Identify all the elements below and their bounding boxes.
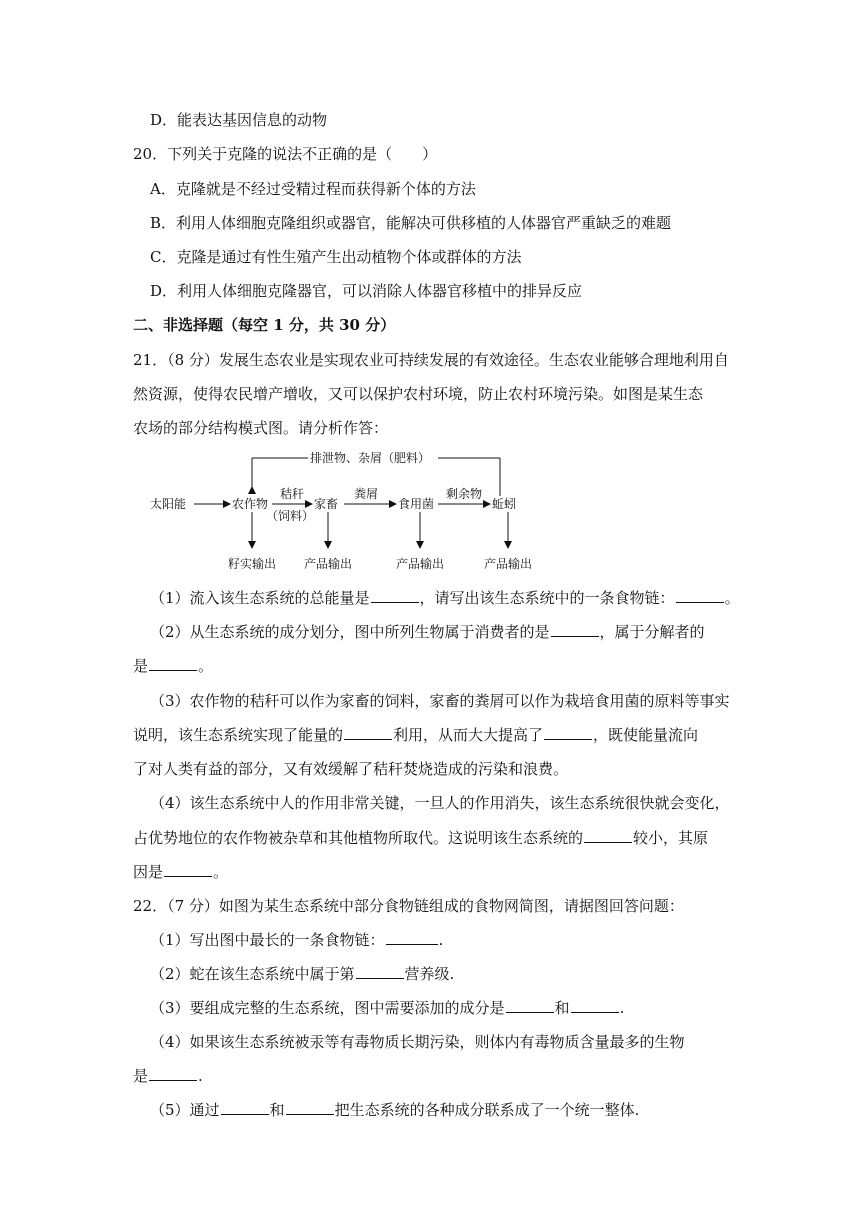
q21-part3-line2: 说明，该生态系统实现了能量的 利用，从而大大提高了 ，既使能量流向 [133,726,699,744]
q21-part4-line2: 占优势地位的农作物被杂草和其他植物所取代。这说明该生态系统的 较小，其原 [133,829,709,847]
eco-farm-diagram [148,440,568,582]
q20-option-d: D．利用人体细胞克隆器官，可以消除人体器官移植中的排异反应 [150,282,583,300]
output-product-fungus: 产品输出 [396,557,445,571]
answer-blank[interactable] [371,588,419,603]
answer-blank[interactable] [571,998,619,1013]
label-straw: 秸秆 [280,487,305,501]
q22-part5: （5）通过 和 把生态系统的各种成分联系成了一个统一整体. [150,1101,640,1119]
answer-blank[interactable] [544,725,592,740]
q21-part2-line2: 是 。 [133,657,214,675]
answer-blank[interactable] [356,964,404,979]
answer-blank[interactable] [164,862,212,877]
q21-part4-line3: 因是 。 [133,863,229,881]
output-product-earthworm: 产品输出 [484,557,533,571]
node-earthworm: 蚯蚓 [492,497,517,511]
node-solar-energy: 太阳能 [150,497,187,511]
q22-part1: （1）写出图中最长的一条食物链： . [150,931,444,949]
q21-part2-line1: （2）从生态系统的成分划分，图中所列生物属于消费者的是 ，属于分解者的 [150,623,705,641]
answer-blank[interactable] [676,588,724,603]
fertilizer-label: 排泄物、杂屑（肥料） [310,451,431,465]
q22-part2: （2）蛇在该生态系统中属于第 营养级. [150,965,455,983]
answer-blank[interactable] [149,656,197,671]
label-feed: （饲料） [266,509,315,523]
node-crop: 农作物 [232,497,269,511]
node-livestock: 家畜 [314,497,339,511]
answer-blank[interactable] [286,1100,334,1115]
node-edible-fungus: 食用菌 [398,497,435,511]
answer-blank[interactable] [551,622,599,637]
answer-blank[interactable] [344,725,392,740]
q21-part3-line3: 了对人类有益的部分，又有效缓解了秸秆焚烧造成的污染和浪费。 [133,760,569,778]
q21-stem-line1: 21．（8 分）发展生态农业是实现农业可持续发展的有效途径。生态农业能够合理地利用自 [133,351,729,369]
q21-part3-line1: （3）农作物的秸秆可以作为家畜的饲料，家畜的粪屑可以作为栽培食用菌的原料等事实 [150,692,730,710]
answer-blank[interactable] [149,1066,197,1081]
answer-blank[interactable] [386,930,438,945]
answer-blank[interactable] [506,998,554,1013]
answer-blank[interactable] [584,828,632,843]
q20-option-b: B．利用人体细胞克隆组织或器官，能解决可供移植的人体器官严重缺乏的难题 [150,214,672,232]
output-grain: 籽实输出 [228,557,277,571]
section-2-title: 二、非选择题（每空 1 分，共 30 分） [133,316,396,334]
q20-stem: 20．下列关于克隆的说法不正确的是（ ） [133,145,438,163]
q22-stem: 22．（7 分）如图为某生态系统中部分食物链组成的食物网简图，请据图回答问题： [133,897,684,915]
q22-part4-line1: （4）如果该生态系统被汞等有毒物质长期污染，则体内有毒物质含量最多的生物 [150,1033,685,1051]
q20-option-c: C．克隆是通过有性生殖产生出动植物个体或群体的方法 [150,248,522,266]
label-residue: 剩余物 [446,487,483,501]
q22-part3: （3）要组成完整的生态系统，图中需要添加的成分是 和 . [150,999,625,1017]
answer-blank[interactable] [221,1100,269,1115]
q21-stem-line3: 农场的部分结构模式图。请分析作答： [133,419,389,437]
q22-part4-line2: 是 . [133,1067,203,1085]
q19-option-d: D．能表达基因信息的动物 [150,111,328,129]
label-dung: 粪屑 [354,487,379,501]
q21-part1: （1）流入该生态系统的总能量是 ，请写出该生态系统中的一条食物链： 。 [150,589,740,607]
output-product-livestock: 产品输出 [304,557,353,571]
q21-part4-line1: （4）该生态系统中人的作用非常关键，一旦人的作用消失，该生态系统很快就会变化， [150,794,730,812]
q20-option-a: A．克隆就是不经过受精过程而获得新个体的方法 [150,180,476,198]
q21-stem-line2: 然资源，使得农民增产增收，又可以保护农村环境，防止农村环境污染。如图是某生态 [133,385,704,403]
